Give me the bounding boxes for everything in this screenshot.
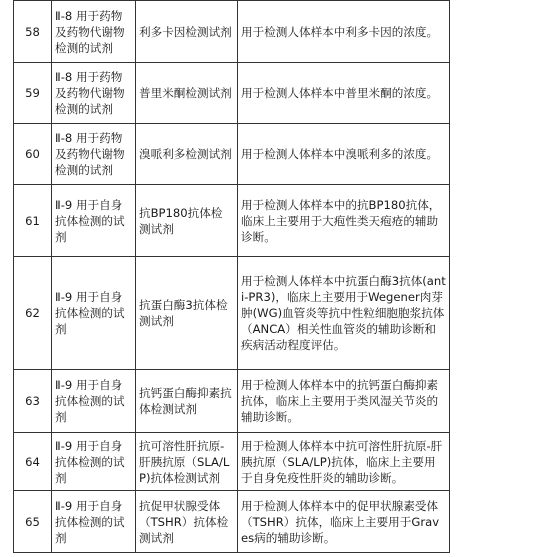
product-name-cell: 抗促甲状腺受体（TSHR）抗体检测试剂 [136, 491, 238, 553]
product-name-cell: 抗钙蛋白酶抑素抗体检测试剂 [136, 370, 238, 433]
product-name-cell: 溴哌利多检测试剂 [136, 124, 238, 185]
blank-margin-cell [450, 185, 535, 257]
intended-use-cell: 用于检测人体样本中抗蛋白酶3抗体(anti-PR3)，临床上主要用于Wegener肉芽肿(WG)血管炎等抗中性粒细胞胞浆抗体（ANCA）相关性血管炎的辅助诊断和疾病活动程度评估。 [238, 257, 450, 370]
blank-margin-cell [450, 257, 535, 370]
table-row [14, 185, 535, 257]
product-name-cell: 普里米酮检测试剂 [136, 63, 238, 124]
row-number: 60 [14, 124, 52, 185]
blank-margin-cell [450, 433, 535, 491]
row-number: 65 [14, 491, 52, 553]
product-name-cell: 抗可溶性肝抗原-肝胰抗原（SLA/LP)抗体检测试剂 [136, 433, 238, 491]
intended-use-cell: 用于检测人体样本中普里米酮的浓度。 [238, 63, 450, 124]
blank-margin-cell [450, 370, 535, 433]
row-number: 61 [14, 185, 52, 257]
category-cell: Ⅱ-9 用于自身抗体检测的试剂 [52, 185, 136, 257]
blank-margin-cell [450, 124, 535, 185]
table-body [14, 1, 535, 553]
intended-use-cell: 用于检测人体样本中的抗BP180抗体，临床上主要用于大疱性类天疱疮的辅助诊断。 [238, 185, 450, 257]
reagent-catalog-table [13, 0, 535, 553]
table-row [14, 1, 535, 63]
product-name-cell: 利多卡因检测试剂 [136, 1, 238, 63]
category-cell: Ⅱ-9 用于自身抗体检测的试剂 [52, 433, 136, 491]
table-row [14, 370, 535, 433]
row-number: 64 [14, 433, 52, 491]
table-row [14, 257, 535, 370]
row-number: 58 [14, 1, 52, 63]
blank-margin-cell [450, 63, 535, 124]
blank-margin-cell [450, 1, 535, 63]
category-cell: Ⅱ-9 用于自身抗体检测的试剂 [52, 491, 136, 553]
intended-use-cell: 用于检测人体样本中溴哌利多的浓度。 [238, 124, 450, 185]
blank-margin-cell [450, 491, 535, 553]
category-cell: Ⅱ-9 用于自身抗体检测的试剂 [52, 257, 136, 370]
category-cell: Ⅱ-8 用于药物及药物代谢物检测的试剂 [52, 63, 136, 124]
intended-use-cell: 用于检测人体样本中利多卡因的浓度。 [238, 1, 450, 63]
row-number: 59 [14, 63, 52, 124]
product-name-cell: 抗蛋白酶3抗体检测试剂 [136, 257, 238, 370]
table-row [14, 124, 535, 185]
table-row [14, 491, 535, 553]
intended-use-cell: 用于检测人体样本中的促甲状腺素受体（TSHR）抗体，临床上主要用于Graves病的辅助诊断。 [238, 491, 450, 553]
row-number: 62 [14, 257, 52, 370]
row-number: 63 [14, 370, 52, 433]
table-row [14, 433, 535, 491]
intended-use-cell: 用于检测人体样本中抗可溶性肝抗原-肝胰抗原（SLA/LP)抗体，临床上主要用于自身免疫性肝炎的辅助诊断。 [238, 433, 450, 491]
category-cell: Ⅱ-9 用于自身抗体检测的试剂 [52, 370, 136, 433]
category-cell: Ⅱ-8 用于药物及药物代谢物检测的试剂 [52, 124, 136, 185]
category-cell: Ⅱ-8 用于药物及药物代谢物检测的试剂 [52, 1, 136, 63]
intended-use-cell: 用于检测人体样本中的抗钙蛋白酶抑素抗体，临床上主要用于类风湿关节炎的辅助诊断。 [238, 370, 450, 433]
product-name-cell: 抗BP180抗体检测试剂 [136, 185, 238, 257]
table-row [14, 63, 535, 124]
